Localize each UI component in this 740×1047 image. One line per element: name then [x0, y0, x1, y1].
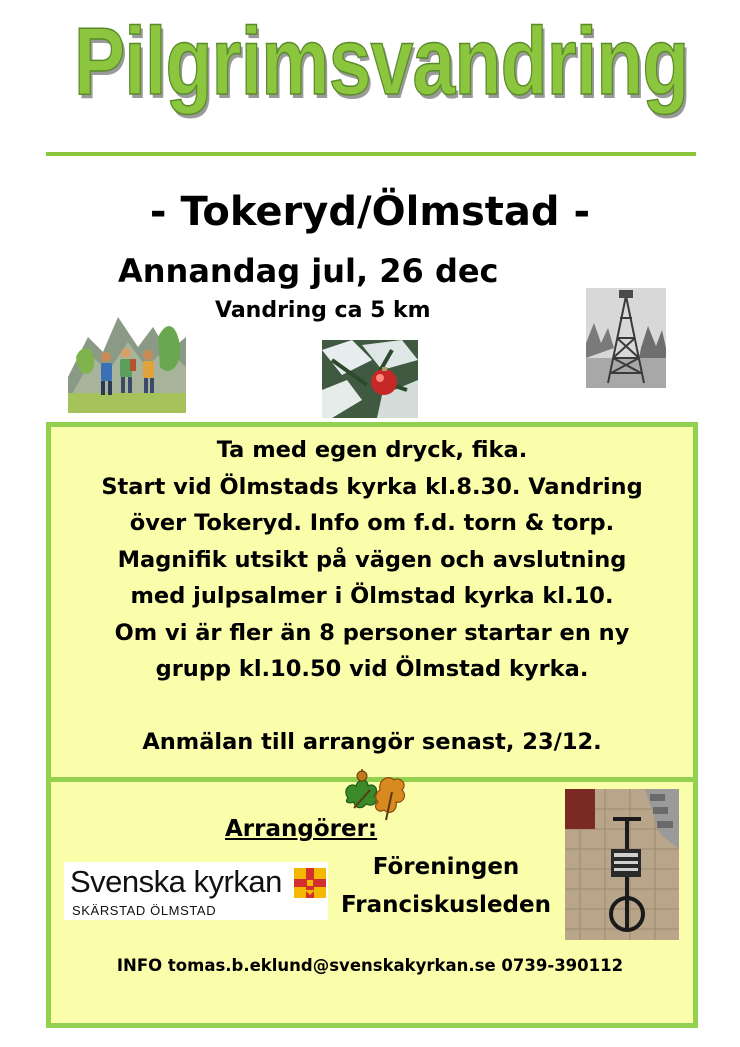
poster-title: Pilgrimsvandring [74, 8, 689, 115]
details-line: Magnifik utsikt på vägen och avslutning [117, 546, 627, 573]
svenska-kyrkan-logo [64, 862, 328, 920]
logo-subtitle: SKÄRSTAD ÖLMSTAD [72, 903, 217, 918]
organizers-heading: Arrangörer: [225, 816, 378, 842]
hikers-illustration [68, 297, 186, 413]
details-line: grupp kl.10.50 vid Ölmstad kyrka. [155, 656, 589, 682]
route-subtitle: - Tokeryd/Ölmstad - [149, 189, 591, 235]
autumn-leaves-icon [340, 768, 408, 822]
details-line: med julpsalmer i Ölmstad kyrka kl.10. [130, 583, 614, 609]
registration-deadline: Anmälan till arrangör senast, 23/12. [142, 728, 602, 755]
event-date: Annandag jul, 26 dec [118, 252, 499, 290]
partner-line: Föreningen [372, 854, 520, 880]
tower-photo [586, 288, 666, 388]
church-emblem-icon [294, 868, 326, 898]
logo-name: Svenska kyrkan [70, 864, 282, 899]
bicycle-sign-photo [565, 789, 679, 940]
details-line: Om vi är fler än 8 personer startar en ny [114, 619, 630, 646]
christmas-ornament-photo [322, 340, 418, 418]
contact-info: INFO tomas.b.eklund@svenskakyrkan.se 0739-390112 [116, 956, 624, 975]
details-line: över Tokeryd. Info om f.d. torn & torp. [129, 510, 615, 536]
partner-line: Franciskusleden [341, 892, 551, 918]
details-line: Ta med egen dryck, fika. [216, 437, 528, 463]
title-underline [46, 152, 696, 156]
walk-distance: Vandring ca 5 km [215, 298, 431, 323]
partner-organization [328, 848, 564, 924]
details-line: Start vid Ölmstads kyrka kl.8.30. Vandring [101, 473, 643, 500]
event-details [52, 432, 692, 760]
